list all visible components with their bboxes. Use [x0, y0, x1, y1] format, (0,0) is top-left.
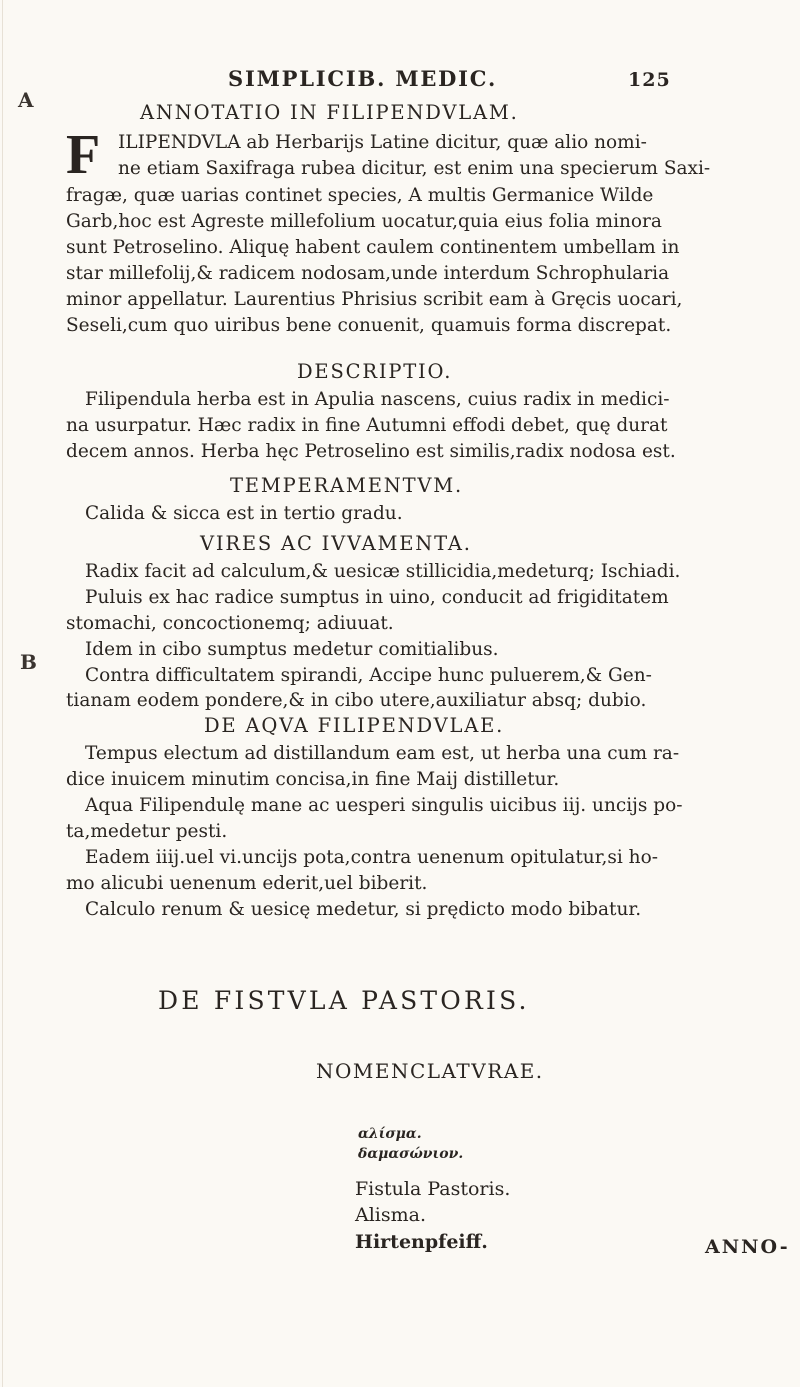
- text-line: Garb,hoc est Agreste millefolium uocatur,quia eius folia minora: [66, 211, 662, 232]
- latin-name: Alisma.: [355, 1204, 427, 1226]
- text-line: ne etiam Saxifraga rubea dicitur, est enim una specierum Saxi-: [118, 158, 711, 179]
- catchword: ANNO-: [705, 1236, 790, 1258]
- text-line: Calida & sicca est in tertio gradu.: [85, 503, 403, 524]
- text-line: decem annos. Herba hęc Petroselino est similis,radix nodosa est.: [66, 441, 676, 462]
- text-line: Aqua Filipendulę mane ac uesperi singulis uicibus iij. uncijs po-: [85, 795, 683, 816]
- text-line: Radix facit ad calculum,& uesicæ stillicidia,medeturq; Ischiadi.: [85, 561, 681, 582]
- text-line: minor appellatur. Laurentius Phrisius scribit eam à Gręcis uocari,: [66, 289, 683, 310]
- text-line: Contra difficultatem spirandi, Accipe hunc puluerem,& Gen-: [85, 665, 652, 686]
- text-line: sunt Petroselino. Aliquę habent caulem continentem umbellam in: [66, 237, 680, 258]
- text-line: Seseli,cum quo uiribus bene conuenit, quamuis forma discrepat.: [66, 315, 672, 336]
- drop-cap-initial: F: [66, 124, 101, 186]
- margin-letter-b: B: [20, 650, 37, 674]
- text-line: Idem in cibo sumptus medetur comitialibus.: [85, 639, 499, 660]
- heading-vires: VIRES AC IVVAMENTA.: [200, 532, 472, 555]
- text-line: dice inuicem minutim concisa,in fine Maij distilletur.: [66, 769, 560, 790]
- text-line: fragæ, quæ uarias continet species, A multis Germanice Wilde: [66, 185, 654, 206]
- running-head: SIMPLICIB. MEDIC.: [228, 66, 498, 91]
- text-line: Tempus electum ad distillandum eam est, ut herba una cum ra-: [85, 743, 680, 764]
- text-line: ta,medetur pesti.: [66, 821, 228, 842]
- text-line: Puluis ex hac radice sumptus in uino, conducit ad frigiditatem: [85, 587, 669, 608]
- greek-name: δαμασώνιον.: [358, 1146, 464, 1162]
- text-line: na usurpatur. Hæc radix in fine Autumni effodi debet, quę durat: [66, 415, 668, 436]
- text-line: Calculo renum & uesicę medetur, si prędicto modo bibatur.: [85, 899, 642, 920]
- page-gutter-line: [2, 0, 3, 1387]
- text-line: ILIPENDVLA ab Herbarijs Latine dicitur, quæ alio nomi-: [118, 132, 647, 153]
- text-line: Filipendula herba est in Apulia nascens, cuius radix in medici-: [85, 389, 670, 410]
- heading-fistula-pastoris: DE FISTVLA PASTORIS.: [158, 986, 530, 1015]
- text-line: stomachi, concoctionemq; adiuuat.: [66, 613, 394, 634]
- german-name: Hirtenpfeiff.: [355, 1231, 488, 1253]
- heading-annotatio: ANNOTATIO IN FILIPENDVLAM.: [140, 101, 519, 124]
- heading-descriptio: DESCRIPTIO.: [297, 360, 453, 383]
- page-number: 125: [628, 69, 671, 91]
- text-line: Eadem iiij.uel vi.uncijs pota,contra uenenum opitulatur,si ho-: [85, 847, 658, 868]
- heading-temperamentum: TEMPERAMENTVM.: [230, 474, 464, 497]
- text-line: star millefolij,& radicem nodosam,unde interdum Schrophularia: [66, 263, 670, 284]
- latin-name: Fistula Pastoris.: [355, 1178, 511, 1200]
- greek-name: αλίσμα.: [358, 1126, 422, 1142]
- margin-letter-a: A: [18, 88, 34, 112]
- text-line: mo alicubi uenenum ederit,uel biberit.: [66, 873, 428, 894]
- heading-de-aqua: DE AQVA FILIPENDVLAE.: [204, 714, 505, 737]
- text-line: tianam eodem pondere,& in cibo utere,auxiliatur absq; dubio.: [66, 690, 647, 711]
- heading-nomenclaturae: NOMENCLATVRAE.: [316, 1059, 544, 1083]
